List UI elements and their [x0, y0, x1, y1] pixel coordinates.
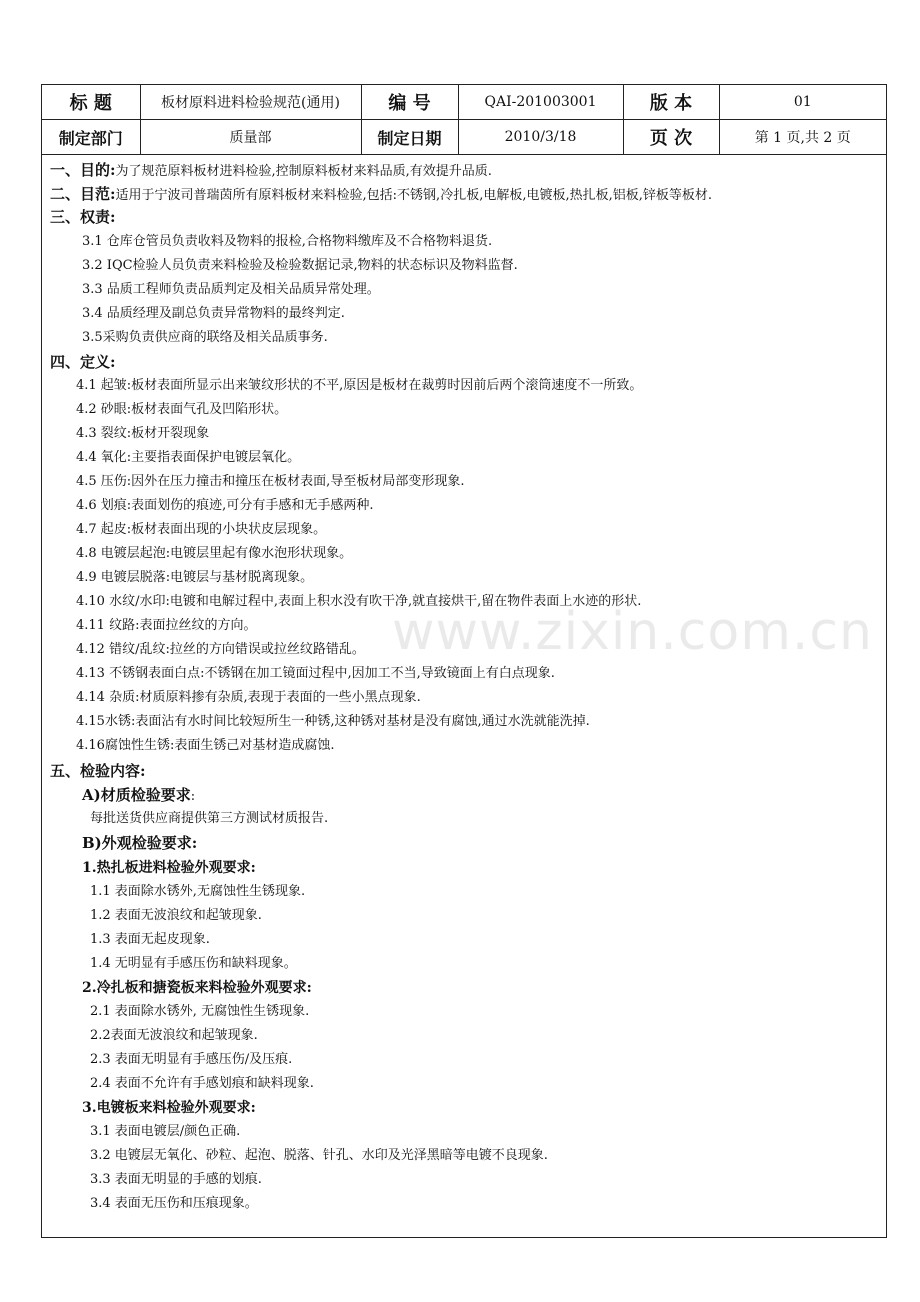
- hot-rolled-heading: 1.热扎板进料检验外观要求:: [82, 860, 256, 876]
- dept-value: 质量部: [140, 120, 361, 155]
- list-item: 2.3 表面无明显有手感压伤/及压痕.: [90, 1052, 293, 1067]
- section-responsibility-heading: 三、权责:: [50, 208, 116, 226]
- appearance-requirement-heading: B)外观检验要求:: [82, 834, 198, 852]
- list-item: 4.14 杂质:材质原料掺有杂质,表现于表面的一些小黑点现象.: [76, 690, 421, 705]
- list-item: 1.3 表面无起皮现象.: [90, 932, 210, 947]
- header-table: [42, 85, 886, 155]
- list-item: 4.6 划痕:表面划伤的痕迹,可分有手感和无手感两种.: [76, 498, 374, 513]
- code-label: 编 号: [361, 85, 458, 120]
- material-requirement: [82, 784, 195, 808]
- dept-label: 制定部门: [42, 120, 140, 155]
- list-item: 4.9 电镀层脱落:电镀层与基材脱离现象。: [76, 570, 314, 585]
- list-item: 2.2表面无波浪纹和起皱现象.: [90, 1028, 258, 1043]
- list-item: 4.13 不锈钢表面白点:不锈钢在加工镜面过程中,因加工不当,导致镜面上有白点现象.: [76, 666, 555, 681]
- section-scope-heading: 二、目范:: [50, 185, 116, 203]
- section-purpose-heading: 一、目的:: [50, 161, 116, 179]
- code-value: QAI-201003001: [458, 85, 623, 120]
- list-item: 4.8 电镀层起泡:电镀层里起有像水泡形状现象。: [76, 546, 353, 561]
- material-requirement-text: 每批送货供应商提供第三方测试材质报告.: [90, 811, 329, 826]
- list-item: 3.1 表面电镀层/颜色正确.: [90, 1124, 241, 1139]
- list-item: 1.2 表面无波浪纹和起皱现象.: [90, 908, 262, 923]
- list-item: 2.4 表面不允许有手感划痕和缺料现象.: [90, 1076, 314, 1091]
- date-value: 2010/3/18: [458, 120, 623, 155]
- list-item: 2.1 表面除水锈外, 无腐蚀性生锈现象.: [90, 1004, 310, 1019]
- list-item: 3.2 IQC检验人员负责来料检验及检验数据记录,物料的状态标识及物料监督.: [82, 258, 518, 273]
- list-item: 4.3 裂纹:板材开裂现象: [76, 426, 210, 441]
- section-definition-heading: 四、定义:: [50, 353, 116, 371]
- date-label: 制定日期: [361, 120, 458, 155]
- list-item: 3.4 品质经理及副总负责异常物料的最终判定.: [82, 306, 345, 321]
- section-inspection-heading: 五、检验内容:: [50, 762, 146, 780]
- material-requirement-colon: :: [190, 789, 196, 804]
- cold-rolled-heading: 2.冷扎板和搪瓷板来料检验外观要求:: [82, 980, 312, 996]
- section-scope: [50, 183, 712, 207]
- list-item: 4.16腐蚀性生锈:表面生锈己对基材造成腐蚀.: [76, 738, 335, 753]
- section-purpose: [50, 159, 492, 183]
- page-label: 页 次: [623, 120, 719, 155]
- list-item: 3.4 表面无压伤和压痕现象。: [90, 1196, 258, 1211]
- title-value: 板材原料进料检验规范(通用): [140, 85, 361, 120]
- list-item: 4.1 起皱:板材表面所显示出来皱纹形状的不平,原因是板材在裁剪时因前后两个滚筒速度不一所致。: [76, 378, 643, 393]
- page-value: 第 1 页,共 2 页: [719, 120, 886, 155]
- header-row-2: [42, 120, 886, 155]
- version-label: 版 本: [623, 85, 719, 120]
- list-item: 4.5 压伤:因外在压力撞击和撞压在板材表面,导至板材局部变形现象.: [76, 474, 465, 489]
- list-item: 4.12 错纹/乱纹:拉丝的方向错误或拉丝纹路错乱。: [76, 642, 365, 657]
- list-item: 4.4 氧化:主要指表面保护电镀层氧化。: [76, 450, 301, 465]
- list-item: 4.2 砂眼:板材表面气孔及凹陷形状。: [76, 402, 288, 417]
- list-item: 3.3 表面无明显的手感的划痕.: [90, 1172, 262, 1187]
- material-requirement-heading: A)材质检验要求: [82, 786, 191, 804]
- list-item: 4.7 起皮:板材表面出现的小块状皮层现象。: [76, 522, 327, 537]
- list-item: 1.1 表面除水锈外,无腐蚀性生锈现象.: [90, 884, 306, 899]
- list-item: 3.2 电镀层无氧化、砂粒、起泡、脱落、针孔、水印及光泽黑暗等电镀不良现象.: [90, 1148, 548, 1163]
- list-item: 4.10 水纹/水印:电镀和电解过程中,表面上积水没有吹干净,就直接烘干,留在物件表面上水迹的形状.: [76, 594, 642, 609]
- watermark: www.zixin.com.cn: [392, 602, 873, 662]
- version-value: 01: [719, 85, 886, 120]
- list-item: 1.4 无明显有手感压伤和缺料现象。: [90, 956, 297, 971]
- list-item: 3.1 仓库仓管员负责收料及物料的报检,合格物料缴库及不合格物料退货.: [82, 234, 493, 249]
- title-label: 标 题: [42, 85, 140, 120]
- plated-heading: 3.电镀板来料检验外观要求:: [82, 1100, 256, 1116]
- list-item: 3.5采购负责供应商的联络及相关品质事务.: [82, 330, 328, 345]
- list-item: 3.3 品质工程师负责品质判定及相关品质异常处理。: [82, 282, 380, 297]
- header-row-1: [42, 85, 886, 120]
- list-item: 4.15水锈:表面沾有水时间比较短所生一种锈,这种锈对基材是没有腐蚀,通过水洗就能洗掉.: [76, 714, 590, 729]
- section-scope-text: 适用于宁波司普瑞茵所有原料板材来料检验,包括:不锈钢,冷扎板,电解板,电镀板,热扎板,铝板,锌板等板材.: [115, 188, 712, 203]
- list-item: 4.11 纹路:表面拉丝纹的方向。: [76, 618, 257, 633]
- section-purpose-text: 为了规范原料板材进料检验,控制原料板材来料品质,有效提升品质.: [115, 164, 492, 179]
